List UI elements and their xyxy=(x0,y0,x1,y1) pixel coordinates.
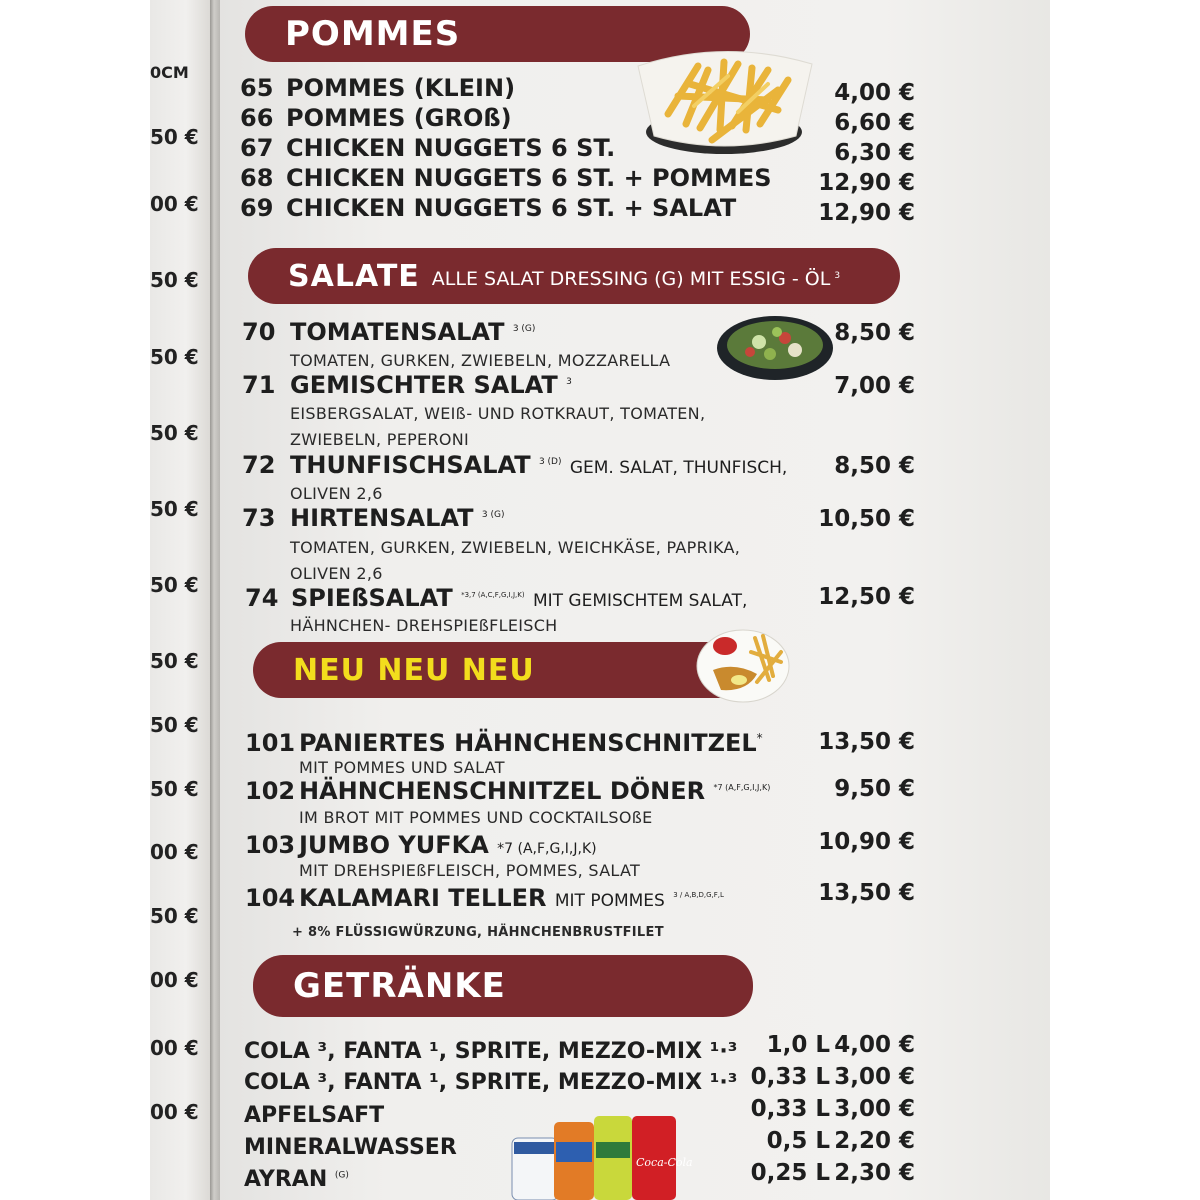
item-inline-description: GEM. SALAT, THUNFISCH, xyxy=(569,458,788,478)
drink-size: 0,25 L xyxy=(750,1160,830,1186)
item-number: 67 xyxy=(240,134,274,162)
item-allergen: 3 / A,B,D,G,F,L xyxy=(673,891,724,899)
item-number: 68 xyxy=(240,164,274,192)
menu-item-67 xyxy=(240,134,615,162)
item-number: 69 xyxy=(240,194,274,222)
item-price: 10,90 € xyxy=(818,829,915,855)
item-allergen: 3 (G) xyxy=(481,510,505,520)
prev-page-price: 50 € xyxy=(150,268,199,292)
item-description: IM BROT MIT POMMES UND COCKTAILSOßE xyxy=(299,808,653,827)
item-price: 7,00 € xyxy=(834,373,915,399)
drink-name: COLA ³, FANTA ¹, SPRITE, MEZZO-MIX ¹·³ xyxy=(244,1070,738,1095)
menu-item-103 xyxy=(245,831,597,859)
menu-item-72 xyxy=(242,451,787,479)
item-description: EISBERGSALAT, WEIß- UND ROTKRAUT, TOMATEN, xyxy=(290,404,706,423)
item-number: 73 xyxy=(242,504,276,532)
svg-text:Coca-Cola: Coca-Cola xyxy=(636,1156,693,1169)
item-number: 66 xyxy=(240,104,274,132)
item-number: 74 xyxy=(245,584,279,612)
menu-item-101 xyxy=(245,729,763,757)
item-name: POMMES (KLEIN) xyxy=(286,74,516,102)
drink-size: 1,0 L xyxy=(766,1032,830,1058)
drink-size: 0,33 L xyxy=(750,1064,830,1090)
item-name: CHICKEN NUGGETS 6 ST. + POMMES xyxy=(286,164,772,192)
prev-page-price: 50 € xyxy=(150,904,199,928)
item-price: 8,50 € xyxy=(834,453,915,479)
drink-name: AYRAN xyxy=(244,1167,328,1192)
prev-page-price: 00 € xyxy=(150,840,199,864)
item-name: HIRTENSALAT xyxy=(290,504,474,532)
item-allergen: *7 (A,F,G,I,J,K) xyxy=(713,783,771,792)
prev-page-price: 50 € xyxy=(150,345,199,369)
drink-price: 4,00 € xyxy=(834,1032,915,1058)
item-name: TOMATENSALAT xyxy=(290,318,505,346)
salate-subtitle-sup: 3 xyxy=(834,271,841,281)
item-price: 10,50 € xyxy=(818,506,915,532)
drink-price: 3,00 € xyxy=(834,1064,915,1090)
item-price: 13,50 € xyxy=(818,880,915,906)
menu-item-65 xyxy=(240,74,515,102)
schnitzel-plate-image xyxy=(695,622,791,704)
previous-page-edge xyxy=(150,0,210,1200)
item-allergen: *7 (A,F,G,I,J,K) xyxy=(497,841,597,857)
item-name: GEMISCHTER SALAT xyxy=(290,371,558,399)
item-name: JUMBO YUFKA xyxy=(299,831,489,859)
item-price: 12,90 € xyxy=(818,170,915,196)
item-price: 12,90 € xyxy=(818,200,915,226)
item-description: HÄHNCHEN- DREHSPIEßFLEISCH xyxy=(290,616,558,635)
item-description: OLIVEN 2,6 xyxy=(290,484,383,503)
item-name: CHICKEN NUGGETS 6 ST. xyxy=(286,134,616,162)
item-price: 6,30 € xyxy=(834,140,915,166)
menu-item-104 xyxy=(245,884,724,912)
item-description: ZWIEBELN, PEPERONI xyxy=(290,430,470,449)
item-number: 103 xyxy=(245,831,296,859)
item-allergen: * xyxy=(756,731,763,745)
item-number: 65 xyxy=(240,74,274,102)
item-name: THUNFISCHSALAT xyxy=(290,451,531,479)
item-number: 70 xyxy=(242,318,276,346)
item-description: OLIVEN 2,6 xyxy=(290,564,383,583)
prev-page-price: 50 € xyxy=(150,421,199,445)
item-name: KALAMARI TELLER xyxy=(299,884,547,912)
item-number: 101 xyxy=(245,729,296,757)
fries-basket-image xyxy=(628,36,820,160)
item-name: PANIERTES HÄHNCHENSCHNITZEL xyxy=(299,729,757,757)
prev-page-price: 00 € xyxy=(150,1036,199,1060)
item-number: 72 xyxy=(242,451,276,479)
item-number: 104 xyxy=(245,884,296,912)
prev-page-price: 50 € xyxy=(150,777,199,801)
item-name: CHICKEN NUGGETS 6 ST. + SALAT xyxy=(286,194,737,222)
item-description: MIT DREHSPIEßFLEISCH, POMMES, SALAT xyxy=(299,861,641,880)
prev-page-price: 50 € xyxy=(150,497,199,521)
menu-page xyxy=(220,0,1050,1200)
drink-cans-image xyxy=(510,1112,693,1200)
prev-page-price: 50 € xyxy=(150,573,199,597)
item-price: 9,50 € xyxy=(834,776,915,802)
item-price: 8,50 € xyxy=(834,320,915,346)
item-inline-description: MIT GEMISCHTEM SALAT, xyxy=(532,591,748,611)
menu-item-74 xyxy=(245,584,747,612)
getraenke-title: GETRÄNKE xyxy=(293,966,506,1006)
pommes-title: POMMES xyxy=(285,14,461,54)
item-inline-description: MIT POMMES xyxy=(554,891,665,911)
drink-row xyxy=(244,1070,737,1095)
drink-row xyxy=(244,1103,384,1128)
prev-page-price: 00 € xyxy=(150,968,199,992)
item-description: TOMATEN, GURKEN, ZWIEBELN, WEICHKÄSE, PAPRIKA, xyxy=(290,538,741,557)
menu-item-102 xyxy=(245,777,770,805)
drink-name: COLA ³, FANTA ¹, SPRITE, MEZZO-MIX ¹·³ xyxy=(244,1039,738,1064)
prev-page-price: 00 € xyxy=(150,1100,199,1124)
prev-page-price: 50 € xyxy=(150,125,199,149)
neu-title: NEU NEU NEU xyxy=(293,652,535,688)
drink-row xyxy=(244,1167,349,1192)
item-allergen: 3 xyxy=(566,377,572,387)
item-allergen: 3 (D) xyxy=(538,457,562,467)
drink-name: APFELSAFT xyxy=(244,1103,385,1128)
drink-price: 2,20 € xyxy=(834,1128,915,1154)
menu-item-70 xyxy=(242,318,535,346)
drink-price: 3,00 € xyxy=(834,1096,915,1122)
drink-price: 2,30 € xyxy=(834,1160,915,1186)
drink-name: MINERALWASSER xyxy=(244,1135,457,1160)
prev-page-label: 0CM xyxy=(150,63,189,82)
salate-banner xyxy=(248,248,900,304)
getraenke-banner xyxy=(253,955,753,1017)
menu-item-71 xyxy=(242,371,572,399)
page-fold xyxy=(210,0,220,1200)
item-price: 4,00 € xyxy=(834,80,915,106)
drink-size: 0,33 L xyxy=(750,1096,830,1122)
salate-title: SALATE xyxy=(288,258,420,294)
menu-item-68 xyxy=(240,164,772,192)
menu-item-69 xyxy=(240,194,736,222)
background-left xyxy=(0,0,150,1200)
item-allergen: 3 (G) xyxy=(512,324,536,334)
item-price: 12,50 € xyxy=(818,584,915,610)
menu-item-66 xyxy=(240,104,512,132)
item-description: MIT POMMES UND SALAT xyxy=(299,758,505,777)
item-allergen: *3,7 (A,C,F,G,I,J,K) xyxy=(461,591,525,599)
salad-bowl-image xyxy=(715,312,835,382)
footnote: + 8% FLÜSSIGWÜRZUNG, HÄHNCHENBRUSTFILET xyxy=(292,925,664,940)
item-name: HÄHNCHENSCHNITZEL DÖNER xyxy=(299,777,706,805)
menu-item-73 xyxy=(242,504,504,532)
item-price: 6,60 € xyxy=(834,110,915,136)
prev-page-price: 50 € xyxy=(150,649,199,673)
item-number: 102 xyxy=(245,777,296,805)
drink-allergen: (G) xyxy=(334,1170,349,1181)
item-number: 71 xyxy=(242,371,276,399)
drink-row xyxy=(244,1135,457,1160)
item-name: SPIEßSALAT xyxy=(291,584,453,612)
drink-size: 0,5 L xyxy=(766,1128,830,1154)
item-description: TOMATEN, GURKEN, ZWIEBELN, MOZZARELLA xyxy=(290,351,671,370)
drink-row xyxy=(244,1039,737,1064)
salate-subtitle: ALLE SALAT DRESSING (G) MIT ESSIG - ÖL xyxy=(431,268,831,290)
background-right xyxy=(1050,0,1200,1200)
prev-page-price: 00 € xyxy=(150,192,199,216)
prev-page-price: 50 € xyxy=(150,713,199,737)
item-name: POMMES (GROß) xyxy=(286,104,512,132)
item-price: 13,50 € xyxy=(818,729,915,755)
